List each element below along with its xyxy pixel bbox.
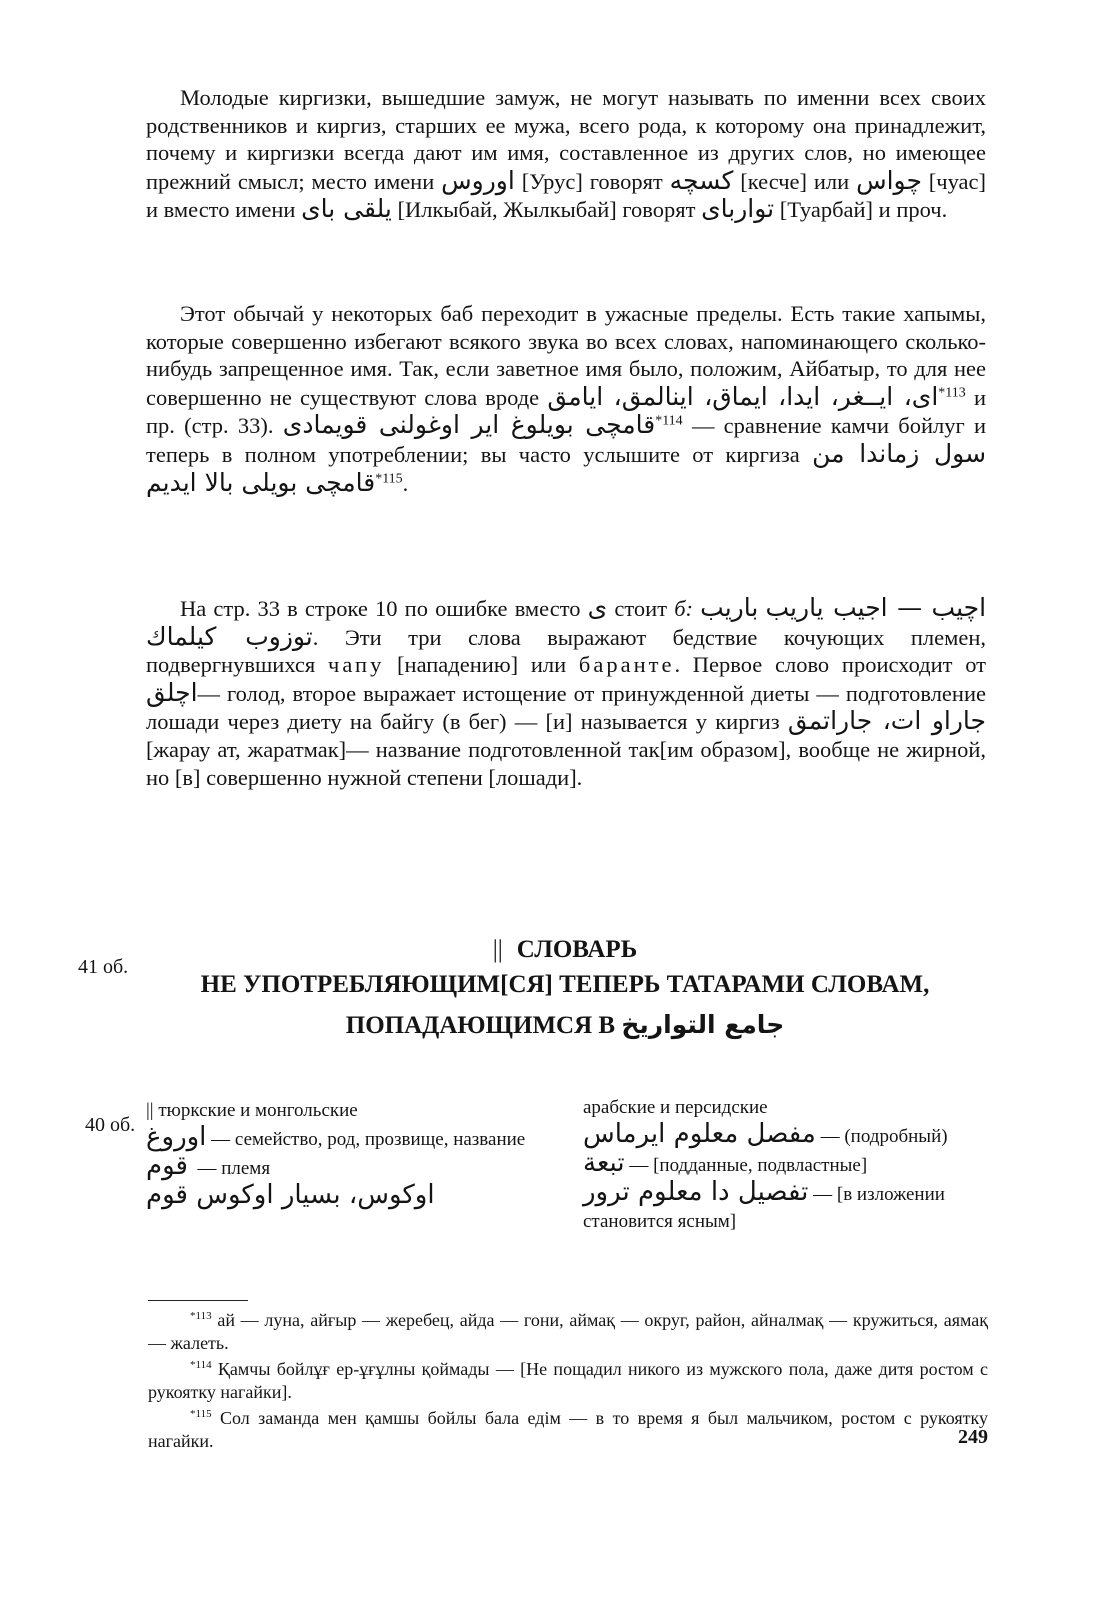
paragraph: Молодые киргизки, вышедшие замуж, не могут называть по именни всех своих родственников и киргиз, старших ее мужа, всего рода, к которому она принадлежит, почему и киргизки всегда дают им имя, составленное из других слов, но имеющее прежний смысл; место имени اوروس [Урус] говорят كسچه [кесче] или چواس [чуас] и вместо имени يلقى باى [Илкыбай, Жылкыбай] говорят توارباى [Туарбай] и проч. (146, 85, 987, 224)
glossary-entry: مفصل معلوم ايرماس — (подробный) (583, 1119, 948, 1149)
column-header: || тюркские и монгольские (146, 1100, 358, 1121)
arabic-term: اوروغ (146, 1122, 207, 1152)
footnote-ref[interactable]: *113 (938, 385, 966, 401)
spaced-term: баранте (578, 652, 675, 678)
arabic-phrase: اچيب — اجيب ياريب توزوب كيلماك (146, 593, 987, 651)
arabic-word-list: اى، ايــغر، ايدا، ايماق، اينالمق، ايامق (547, 381, 939, 411)
arabic-phrase: جاراو ات، جاراتمق (787, 706, 986, 736)
arabic-term: تبعة (583, 1148, 625, 1178)
glossary-entry: اوروغ — семейство, род, прозвище, название (146, 1122, 526, 1152)
section-heading: || СЛОВАРЬ (492, 936, 638, 963)
arabic-phrase: قامچى بويلوغ اير اوغولنى قويمادى (282, 410, 656, 440)
folio-marker: 41 об. (78, 956, 129, 978)
footnote-ref[interactable]: *114 (655, 413, 683, 429)
arabic-letter: ى (587, 593, 608, 622)
arabic-title: جامع التواريخ (621, 1010, 785, 1039)
footnote-number: *115 (190, 1408, 212, 1420)
arabic-word: چواس (856, 165, 922, 195)
arabic-word: يلقى باى (301, 194, 392, 224)
arabic-term: اوكوس، بسيار اوكوس قوم (146, 1180, 435, 1210)
column-header: арабские и персидские (583, 1097, 768, 1118)
arabic-phrase: سول زماندا من قامچى بويلى بالا ايديم (146, 438, 987, 497)
paragraph: Этот обычай у некоторых баб переходит в ужасные пределы. Есть такие хапымы, которые совершенно избегают всякого звука во всех словах, напоминающего сколько-нибудь запрещенное имя. Так, если заветное имя было, положим, Айбатыр, то для нее совершенно не существуют слова вроде اى، ايــغر، ايدا، ايماق، اينالمق، ايامق$^{*113}$ и пр. (стр. 33). قامچى بويلوغ اير اوغولنى قويمادى$^{*114}$ — сравнение камчи бойлуг и теперь в полном употреблении; вы часто услышите от киргиза سول زماندا من قامچى بويلى بالا ايديم$^{*115}$. (146, 301, 987, 497)
glossary-entry: قوم — племя (146, 1151, 271, 1181)
arabic-term: قوم (146, 1151, 188, 1181)
arabic-word: اوروس (441, 165, 515, 195)
glossary-entry: تبعة — [подданные, подвластные] (583, 1148, 868, 1178)
folio-bar: || (492, 936, 503, 963)
spaced-term: чапу (328, 652, 385, 678)
section-heading-line: НЕ УПОТРЕБЛЯЮЩИМ[СЯ] ТЕПЕРЬ ТАТАРАМИ СЛОВАМ, (200, 971, 930, 998)
footnote-divider (148, 1300, 248, 1301)
arabic-word: اچلق (146, 677, 198, 707)
arabic-term: مفصل معلوم ايرماس (583, 1119, 816, 1149)
folio-marker: 40 об. (85, 1114, 136, 1136)
footnotes (148, 1305, 988, 1452)
footnote-ref[interactable]: *115 (375, 471, 403, 487)
paragraph: На стр. 33 в строке 10 по ошибке вместо ى стоит б: باريب اچيب — اجيب ياريب توزوب كيلماك. Эти три слова выражают бедствие кочующих племен, подвергнувшихся чапу [нападению] или баранте. Первое слово происходит от اچلق— голод, второе выражает истощение от принужденной диеты — подготовление лошади через диету на байгу (в бег) — [и] называется у киргиз جاراو ات، جاراتمق [жарау ат, жаратмак]— название подготовленной так[им образом], вообще не жирной, но [в] совершенно нужной степени [лошади]. (146, 593, 987, 790)
footnote: $^{*114}$ Қамчы бойлұғ ер-ұғұлны қоймады — [Не пощадил никого из мужского пола, даже дитя ростом с рукоятку нагайки]. (148, 1359, 988, 1402)
arabic-word: باريب (700, 593, 759, 622)
glossary-column-turkic (146, 1097, 566, 1211)
glossary-entry: تفصيل دا معلوم ترور — [в изложении становится ясным] (583, 1177, 945, 1232)
glossary-entry (146, 1182, 566, 1211)
arabic-word: توارباى (701, 194, 775, 224)
arabic-word: كسچه (669, 165, 734, 195)
glossary-column-arabic-persian (583, 1094, 993, 1235)
section-heading-line: ПОПАДАЮЩИМСЯ В جامع التواريخ (345, 1010, 785, 1039)
page-number: 249 (958, 1426, 988, 1448)
footnote: $^{*115}$ Сол заманда мен қамшы бойлы бала едім — в то время я был мальчиком, ростом с рукоятку нагайки. (148, 1408, 989, 1451)
arabic-term: تفصيل دا معلوم ترور (583, 1177, 809, 1207)
footnote-number: *113 (190, 1310, 212, 1322)
footnote: $^{*113}$ ай — луна, айғыр — жеребец, айда — гони, аймақ — округ, район, айналмақ — кружиться, аямақ — жалеть. (148, 1310, 988, 1353)
footnote-number: *114 (190, 1359, 212, 1371)
